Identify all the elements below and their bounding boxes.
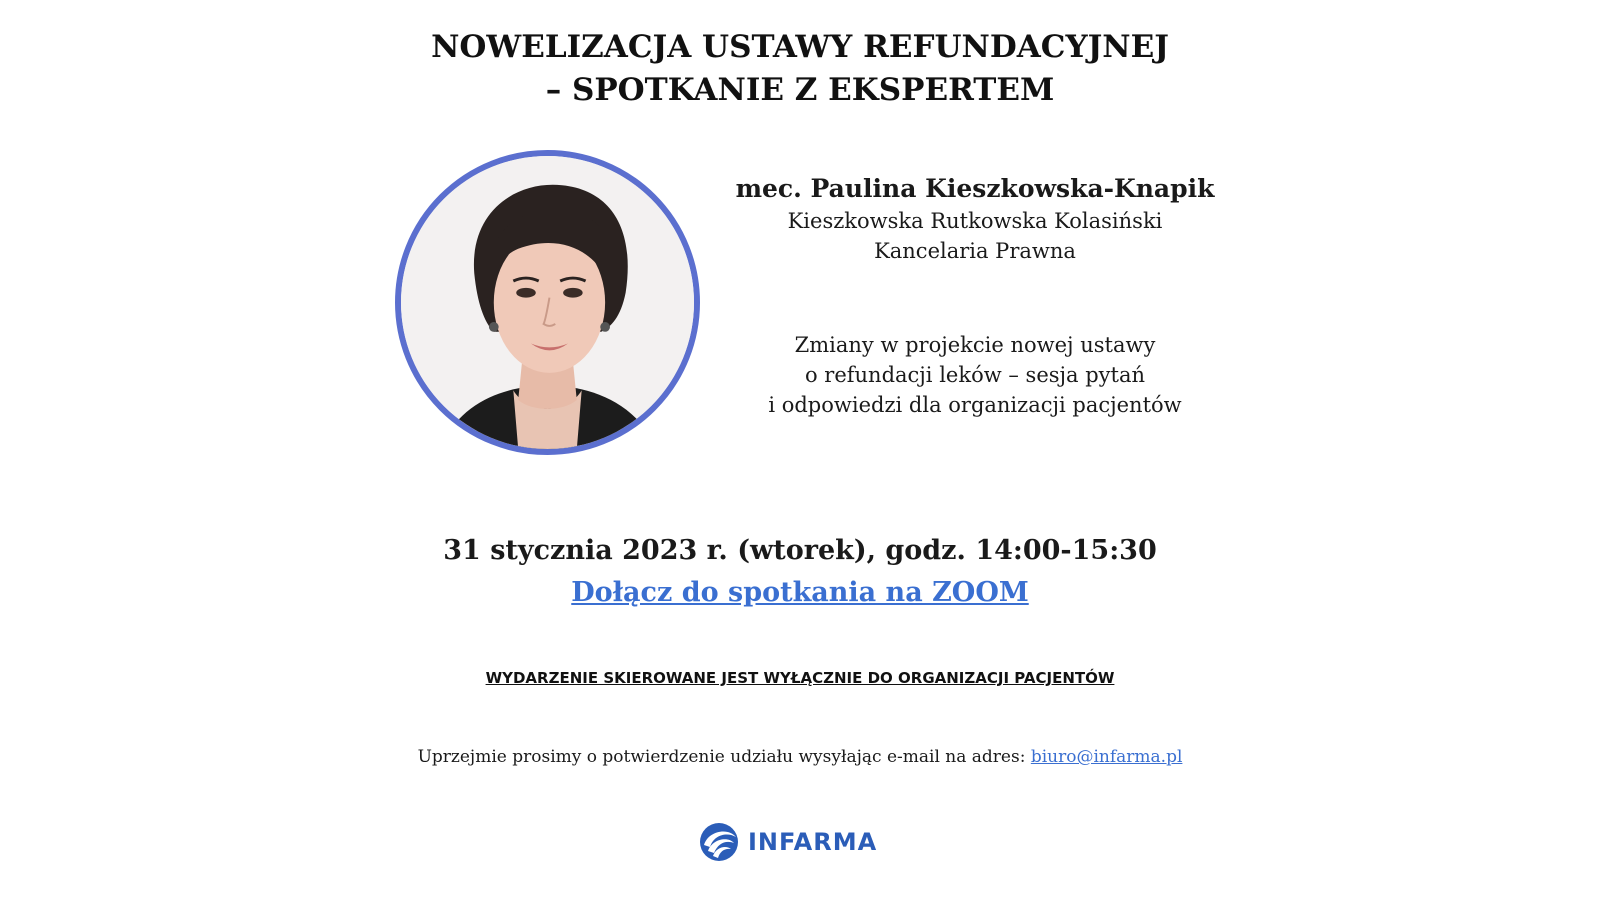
zoom-join-link[interactable]: Dołącz do spotkania na ZOOM: [571, 577, 1029, 608]
confirmation-text: [0, 745, 1600, 769]
audience-notice: WYDARZENIE SKIEROWANE JEST WYŁĄCZNIE DO ORGANIZACJI PACJENTÓW: [485, 669, 1115, 687]
infarma-swirl-icon: [698, 821, 740, 863]
speaker-photo: [395, 150, 700, 455]
email-link[interactable]: biuro@infarma.pl: [1030, 747, 1183, 767]
zoom-link-row: [0, 575, 1600, 611]
speaker-org-line-1: Kieszkowska Rutkowska Kolasiński: [787, 209, 1163, 233]
speaker-info: [730, 172, 1220, 266]
infarma-wordmark: INFARMA: [748, 828, 878, 856]
speaker-portrait-image: [401, 156, 694, 449]
topic-line-2: o refundacji leków – sesja pytań: [804, 363, 1146, 387]
title-line-1: NOWELIZACJA USTAWY REFUNDACYJNEJ: [431, 29, 1169, 65]
session-topic: [730, 330, 1220, 420]
title-line-2: – SPOTKANIE Z EKSPERTEM: [545, 72, 1055, 108]
speaker-name: mec. Paulina Kieszkowska-Knapik: [735, 174, 1215, 203]
confirmation-message: Uprzejmie prosimy o potwierdzenie udziału wysyłając e-mail na adres:: [417, 747, 1031, 767]
page-title: [0, 26, 1600, 112]
event-date-time: 31 stycznia 2023 r. (wtorek), godz. 14:00-15:30: [443, 535, 1157, 566]
topic-line-1: Zmiany w projekcie nowej ustawy: [794, 333, 1156, 357]
speaker-org-line-2: Kancelaria Prawna: [874, 239, 1076, 263]
topic-line-3: i odpowiedzi dla organizacji pacjentów: [768, 393, 1182, 417]
speaker-organization: [730, 206, 1220, 266]
infarma-logo: [698, 818, 877, 866]
